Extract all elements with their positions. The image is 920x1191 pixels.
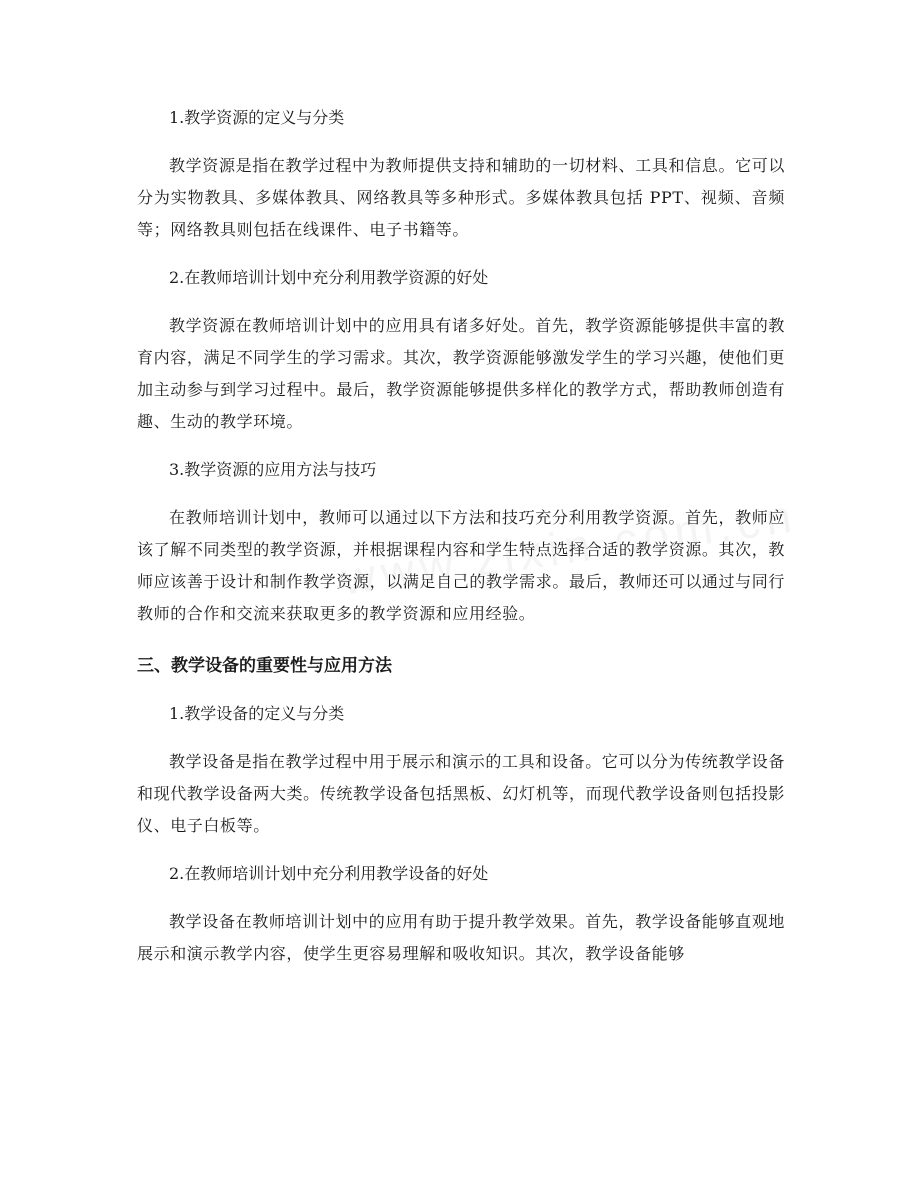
- paragraph-resource-methods: 在教师培训计划中，教师可以通过以下方法和技巧充分利用教学资源。首先，教师应该了解不同类型的教学资源，并根据课程内容和学生特点选择合适的教学资源。其次，教师应该善于设计和制作教学资源，以满足自己的教学需求。最后，教师还可以通过与同行教师的合作和交流来获取更多的教学资源和应用经验。: [137, 508, 785, 623]
- paragraph-equipment-definition: 教学设备是指在教学过程中用于展示和演示的工具和设备。它可以分为传统教学设备和现代教学设备两大类。传统教学设备包括黑板、幻灯机等，而现代教学设备则包括投影仪、电子白板等。: [137, 752, 785, 835]
- paragraph-equipment-benefits: 教学设备在教师培训计划中的应用有助于提升教学效果。首先，教学设备能够直观地展示和演示教学内容，使学生更容易理解和吸收知识。其次，教学设备能够: [137, 912, 785, 963]
- subheading-equipment-definition: 1.教学设备的定义与分类: [169, 704, 345, 723]
- subheading-resource-methods: 3.教学资源的应用方法与技巧: [169, 460, 377, 479]
- paragraph-resource-definition: 教学资源是指在教学过程中为教师提供支持和辅助的一切材料、工具和信息。它可以分为实物教具、多媒体教具、网络教具等多种形式。多媒体教具包括 PPT、视频、音频等；网络教具则包括在线课件、电子书籍等。: [137, 156, 785, 239]
- document-body: [137, 102, 785, 986]
- subheading-resource-definition: 1.教学资源的定义与分类: [169, 108, 345, 127]
- paragraph-resource-benefits: 教学资源在教师培训计划中的应用具有诸多好处。首先，教学资源能够提供丰富的教育内容，满足不同学生的学习需求。其次，教学资源能够激发学生的学习兴趣，使他们更加主动参与到学习过程中。最后，教学资源能够提供多样化的教学方式，帮助教师创造有趣、生动的教学环境。: [137, 316, 785, 431]
- subheading-equipment-benefits: 2.在教师培训计划中充分利用教学设备的好处: [169, 864, 489, 883]
- section-heading-equipment: 三、教学设备的重要性与应用方法: [137, 656, 392, 676]
- subheading-resource-benefits: 2.在教师培训计划中充分利用教学资源的好处: [169, 268, 489, 287]
